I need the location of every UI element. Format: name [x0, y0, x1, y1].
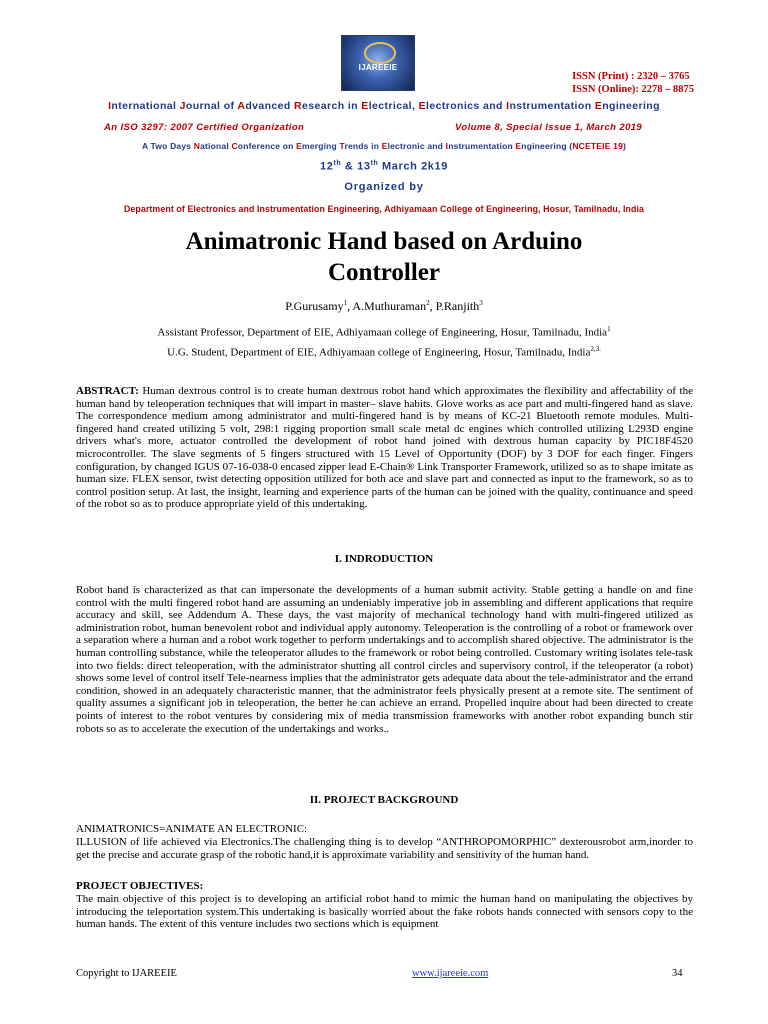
journal-title-segment: ournal of — [185, 100, 238, 112]
affiliation-1 — [0, 325, 768, 339]
journal-title-segment: esearch in — [302, 100, 362, 112]
journal-title-segment: dvanced — [245, 100, 295, 112]
conference-name-segment: T — [339, 141, 345, 151]
issn-print: ISSN (Print) : 2320 – 3765 — [572, 71, 690, 82]
conference-name-segment: I — [445, 141, 449, 151]
conference-name-segment: ational — [200, 141, 232, 151]
conference-name-segment: E — [296, 141, 303, 151]
volume-info: Volume 8, Special Issue 1, March 2019 — [455, 122, 643, 133]
author-affiliation-marker: 2 — [426, 299, 430, 307]
objectives-heading: PROJECT OBJECTIVES: — [76, 880, 204, 892]
conference-name-segment: ngineering ( — [521, 141, 573, 151]
author-affiliation-marker: 3 — [479, 299, 483, 307]
author-name: P.Ranjith — [435, 299, 480, 313]
abstract-text: Human dextrous control is to create human dextrous robot hand which approximates the flexibility and affectability of the human hand by teleoperation techniques that will impart in master– slave habits. Glove works as ace part and multi-fingered hand as slave. The correspondence medium among administrator and multi-fingered hand is by means of KC-21 Bluetooth remote modules. Multi-fingered hand created utilizing 5 volt, 298:1 rigging proportion small scale metal dc engines which controlled utilizing L293D engine drivers what's more, actuator controlled the development of robot hand joined with dextrous human capacity by PIC18F4520 microcontroller. The slave segments of 5 fingers structured with 15 Level of Opportunity (DOF) by 3 DOF for each finger. Fingers configuration, by changed IGUS 07-16-038-0 encased zipper lead E-Chain® Link Transporter Framework, utilized so as to shape imitate as human size. FLEX sensor, twist detecting opposition utilized for both ace and slave part and connected as input to the framework, so as to control position setup. At last, the insight, learning and experience parts of the human can be joined with the quality, continuance and speed of the robot so as to produce appropriate yield of this undertaking. — [76, 385, 693, 511]
journal-title-segment: R — [294, 100, 303, 112]
conference-name-segment: rends in — [344, 141, 382, 151]
conference-name — [0, 141, 768, 151]
author-list: P.Gurusamy$^1$, A.Muthuraman$^2$, P.Ranjith$^3$ — [285, 299, 483, 313]
paper-title-line1: Animatronic Hand based on Arduino — [185, 228, 583, 255]
footer-url[interactable] — [412, 968, 488, 979]
section-1-heading: I. INDRODUCTION — [334, 553, 434, 565]
conference-name-segment: ) — [623, 141, 627, 151]
section-2-subheading: ANIMATRONICS=ANIMATE AN ELECTRONIC: — [76, 823, 308, 835]
conference-name-segment: lectronic and — [387, 141, 446, 151]
author-name: A.Muthuraman — [352, 299, 427, 313]
author-name: P.Gurusamy — [285, 299, 344, 313]
abstract-label: ABSTRACT: — [76, 385, 139, 397]
journal-title-segment: ngineering — [602, 100, 660, 112]
journal-title-segment: nstrumentation — [509, 100, 595, 112]
section-1-body: Robot hand is characterized as that can impersonate the developments of a human submit activity. Stable getting a handle on and fine control with the multi fingered robot hand are assuming an undeniably imperative job in assembling and different applications that require accuracy and skill, see Addendum A. These days, the vast majority of mechanical technology hand with multi-fingered utilized as administration robot, human benevolent robot and individual apply autonomy. Teleoperation is the controlling of a robot or framework over a separation where a human and a robot work together to perform undertakings and to accomplish shared objective. The administrator is the human controlling substance, while the teleoperator alludes to the framework or robot being controlled. Customary writing isolates tele-task into two fields: direct teleoperation, with the administrator shutting all control circles and supervisory control, if the teleoperator (a robot) shows some level of control itself Tele-nearness implies that the administrator gets adequate data about the tele-administrator and the errand condition, showed in an adequately characteristic manner, that the administrator feels physically present at a remote site. The sentiment of quality assumes a significant job in teleoperation, the better he can achieve an errand. Propelled inquire about had been directed to create points of interest to the robot ventures by considering mix of media transmission frameworks with another robot expanding bunch stir robots so as to accelerate the execution of the undertakings and works.. — [76, 584, 693, 735]
date-mid: & 13 — [341, 160, 371, 173]
conference-name-segment: E — [515, 141, 522, 151]
date-day1: 12 — [320, 160, 334, 173]
journal-title-segment: E — [594, 100, 603, 112]
paper-title — [0, 226, 768, 288]
conference-name-segment: merging — [302, 141, 340, 151]
date-sup2: th — [370, 160, 379, 167]
issn-online: ISSN (Online): 2278 – 8875 — [572, 84, 694, 95]
section-2-body: ILLUSION of life achieved via Electronics.The challenging thing is to develop “ANTHROPOMORPHIC” dexterousrobot arm,inorder to get the precise and accurate grasp of the robotic hand,it is approximate variability and sensitivity of the human hand. — [76, 836, 693, 861]
journal-title-segment: I — [506, 100, 510, 112]
journal-title-segment: lectrical, — [368, 100, 419, 112]
footer-url-link[interactable]: www.ijareeie.com — [412, 968, 489, 979]
logo-emblem-icon — [364, 42, 396, 64]
conference-name-segment: E — [381, 141, 388, 151]
affiliation-1-sup: 1 — [607, 325, 611, 333]
iso-certification: An ISO 3297: 2007 Certified Organization — [104, 122, 305, 133]
conference-name-segment: nstrumentation — [448, 141, 516, 151]
journal-title-segment: I — [108, 100, 112, 112]
journal-title — [0, 100, 768, 112]
journal-title-segment: nternational — [111, 100, 180, 112]
conference-name-segment: onference on — [237, 141, 297, 151]
issn-block — [572, 70, 694, 96]
conference-name-segment: NCETEIE 19 — [572, 141, 623, 151]
affiliation-2-text: U.G. Student, Department of EIE, Adhiyamaan college of Engineering, Hosur, Tamilnadu, India — [167, 346, 591, 359]
journal-title-segment: E — [418, 100, 427, 112]
abstract — [76, 385, 693, 511]
conference-name-segment: C — [231, 141, 238, 151]
page-number: 34 — [672, 968, 683, 979]
conference-name-segment: N — [193, 141, 201, 151]
paper-title-line2: Controller — [327, 259, 440, 286]
organizing-department: Department of Electronics and Instrumentation Engineering, Adhiyamaan College of Engineering, Hosur, Tamilnadu, India — [123, 204, 645, 214]
conference-name-segment: A Two Days — [141, 141, 194, 151]
date-sup1: th — [333, 160, 342, 167]
footer-copyright: Copyright to IJAREEIE — [76, 968, 177, 979]
author-affiliation-marker: 1 — [343, 299, 348, 307]
affiliation-2 — [0, 345, 768, 359]
date-end: March 2k19 — [378, 160, 448, 173]
journal-title-segment: J — [179, 100, 186, 112]
affiliation-2-sup: 2,3. — [590, 345, 601, 353]
affiliation-1-text: Assistant Professor, Department of EIE, Adhiyamaan college of Engineering, Hosur, Tamilnadu, India — [157, 326, 608, 339]
logo-text: IJAREEIE — [358, 63, 398, 72]
conference-dates — [0, 160, 768, 173]
section-2-heading: II. PROJECT BACKGROUND — [309, 794, 459, 806]
journal-title-segment: E — [361, 100, 369, 112]
journal-title-segment: lectronics and — [426, 100, 507, 112]
journal-title-segment: A — [237, 100, 246, 112]
journal-logo — [341, 35, 415, 91]
objectives-body: The main objective of this project is to developing an artificial robot hand to mimic the human hand on manipulating the objectives by introducing the teleportation system.This undertaking is basically worried about the fake robots hands connected with sensors copy to the human hands. The extent of this venture includes two sections which is equipment — [76, 893, 693, 931]
organized-by: Organized by — [344, 181, 424, 193]
